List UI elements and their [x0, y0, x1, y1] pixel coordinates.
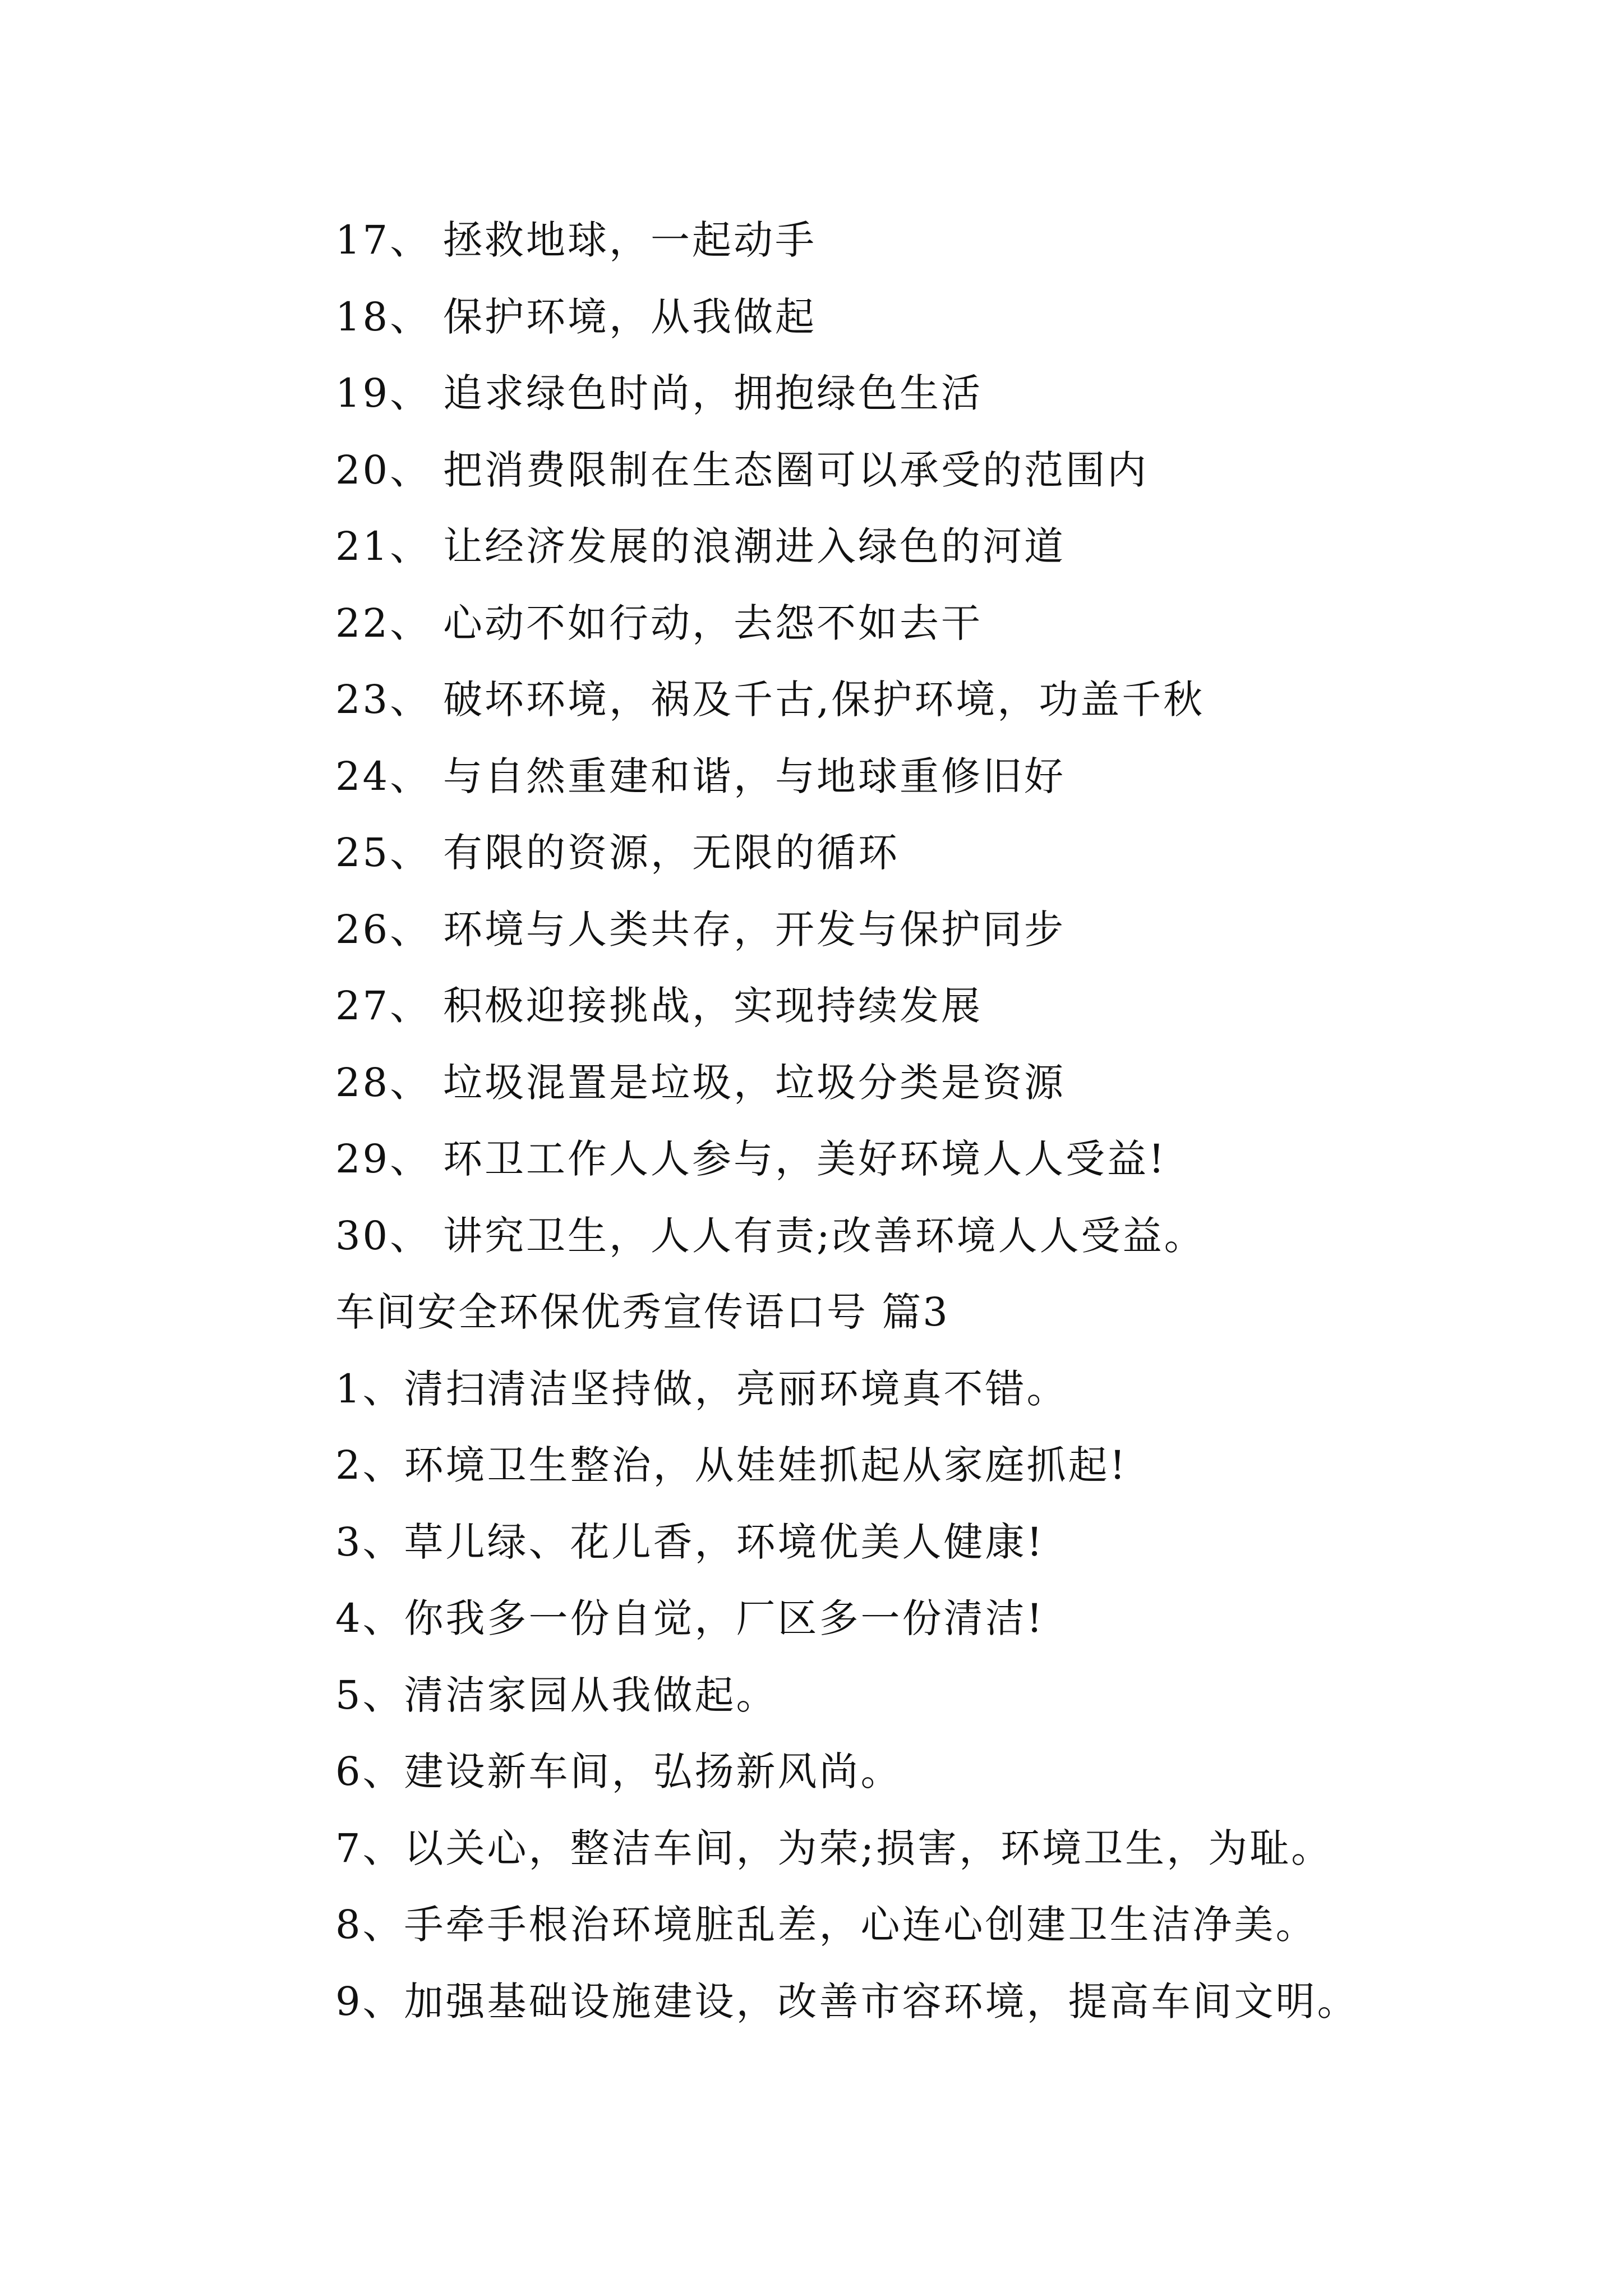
slogan-item-b9: 9、加强基础设施建设，改善市容环境，提高车间文明。: [335, 1978, 1359, 2024]
slogan-item-b6: 6、建设新车间，弘扬新风尚。: [335, 1749, 902, 1795]
slogan-item-b8: 8、手牵手根治环境脏乱差，心连心创建卫生洁净美。: [335, 1902, 1317, 1948]
item-number: 20、: [335, 447, 432, 493]
document-body: [335, 202, 1541, 2040]
item-text: 破坏环境，祸及千古,保护环境，功盖千秋: [443, 677, 1205, 723]
slogan-item-b3: 3、草儿绿、花儿香，环境优美人健康!: [335, 1519, 1045, 1565]
item-text: 有限的资源，无限的循环: [443, 830, 900, 876]
slogan-item-18: [335, 279, 1541, 356]
item-number: 19、: [335, 370, 432, 416]
item-number: 30、: [335, 1212, 432, 1259]
slogan-item-30: [335, 1198, 1541, 1274]
item-text: 与自然重建和谐，与地球重修旧好: [443, 753, 1066, 799]
slogan-item-b5: 5、清洁家园从我做起。: [335, 1672, 778, 1718]
item-text: 积极迎接挑战，实现持续发展: [443, 983, 983, 1029]
item-number: 29、: [335, 1136, 432, 1182]
slogan-item-22: [335, 585, 1541, 662]
item-text: 讲究卫生，人人有责;改善环境人人受益。: [443, 1212, 1206, 1259]
item-text: 让经济发展的浪潮进入绿色的河道: [443, 523, 1066, 569]
item-text: 环卫工作人人参与，美好环境人人受益!: [443, 1136, 1167, 1182]
item-number: 25、: [335, 830, 432, 876]
slogan-item-21: [335, 508, 1541, 585]
item-number: 27、: [335, 983, 432, 1029]
item-number: 24、: [335, 753, 432, 799]
slogan-item-b7: 7、以关心，整洁车间，为荣;损害，环境卫生，为耻。: [335, 1825, 1333, 1871]
item-number: 21、: [335, 523, 432, 569]
slogan-item-25: [335, 815, 1541, 891]
item-number: 18、: [335, 293, 432, 340]
slogan-item-20: [335, 432, 1541, 509]
item-number: 26、: [335, 906, 432, 953]
slogan-item-28: [335, 1045, 1541, 1121]
item-number: 22、: [335, 600, 432, 646]
slogan-item-23: [335, 661, 1541, 738]
slogan-item-17: [335, 202, 1541, 279]
slogan-item-26: [335, 891, 1541, 968]
item-text: 垃圾混置是垃圾，垃圾分类是资源: [443, 1059, 1066, 1106]
item-text: 保护环境，从我做起: [443, 293, 817, 340]
slogan-item-27: [335, 968, 1541, 1045]
item-text: 环境与人类共存，开发与保护同步: [443, 906, 1066, 953]
slogan-item-24: [335, 738, 1541, 815]
slogan-item-b2: 2、环境卫生整治，从娃娃抓起从家庭抓起!: [335, 1442, 1128, 1488]
item-text: 心动不如行动，去怨不如去干: [443, 600, 983, 646]
item-number: 28、: [335, 1059, 432, 1106]
item-number: 23、: [335, 677, 432, 723]
item-text: 拯救地球，一起动手: [443, 217, 817, 263]
item-number: 17、: [335, 217, 432, 263]
item-text: 追求绿色时尚，拥抱绿色生活: [443, 370, 983, 416]
slogan-item-19: [335, 355, 1541, 432]
slogan-item-b4: 4、你我多一份自觉，厂区多一份清洁!: [335, 1595, 1045, 1641]
item-text: 把消费限制在生态圈可以承受的范围内: [443, 447, 1149, 493]
slogan-item-29: [335, 1121, 1541, 1198]
section-heading: 车间安全环保优秀宣传语口号 篇3: [335, 1289, 949, 1335]
slogan-item-b1: 1、清扫清洁坚持做，亮丽环境真不错。: [335, 1365, 1068, 1412]
